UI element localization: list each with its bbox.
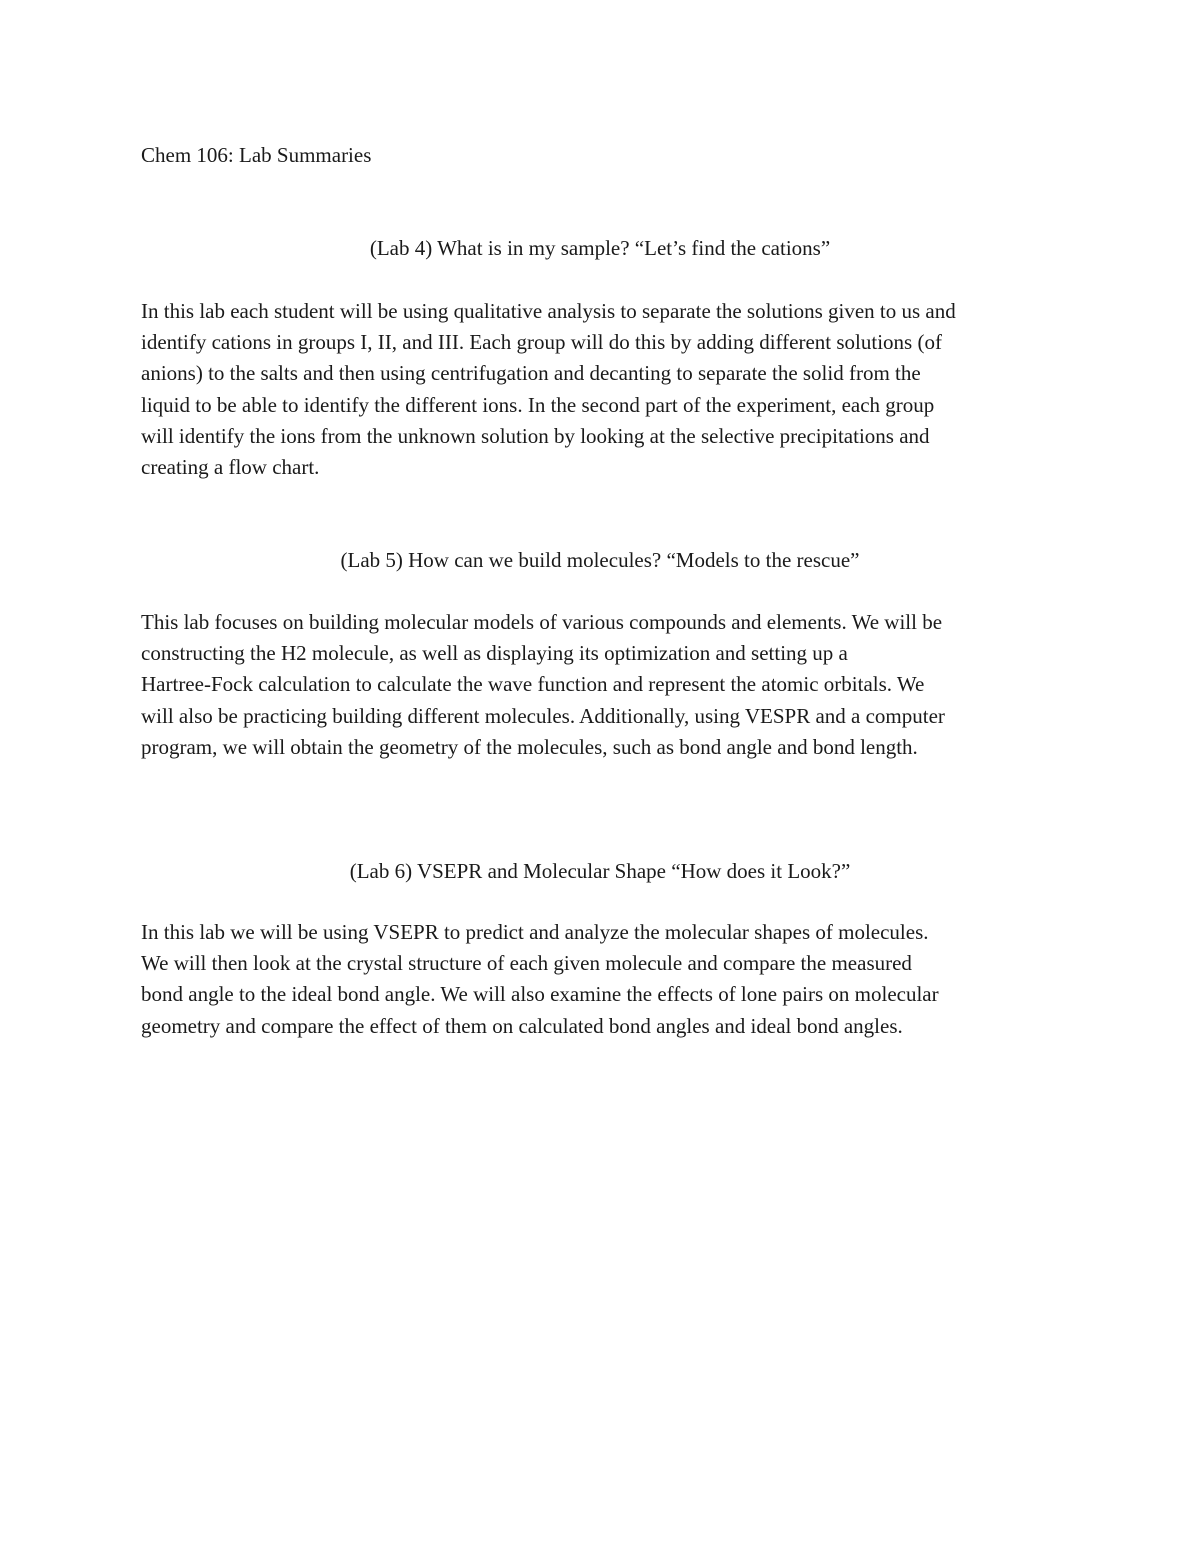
paragraph-line: geometry and compare the effect of them on calculated bond angles and ideal bond angles. [141, 1013, 903, 1038]
paragraph-line: In this lab each student will be using qualitative analysis to separate the solutions given to us and [141, 299, 956, 323]
paragraph-line: will identify the ions from the unknown solution by looking at the selective precipitations and [141, 423, 930, 448]
section-heading-lab-6: (Lab 6) VSEPR and Molecular Shape “How does it Look?” [349, 859, 851, 883]
section-body-lab-4 [141, 296, 1066, 483]
paragraph-line: Hartree-Fock calculation to calculate the wave function and represent the atomic orbitals. We [141, 672, 925, 697]
section-heading-lab-5: (Lab 5) How can we build molecules? “Models to the rescue” [340, 548, 860, 572]
paragraph-line: will also be practicing building different molecules. Additionally, using VESPR and a computer [141, 703, 945, 728]
paragraph-line: constructing the H2 molecule, as well as displaying its optimization and setting up a [141, 641, 848, 666]
paragraph-line: anions) to the salts and then using centrifugation and decanting to separate the solid from the [141, 361, 921, 386]
paragraph-line: program, we will obtain the geometry of the molecules, such as bond angle and bond length. [141, 734, 918, 759]
section-body-lab-6 [141, 917, 1066, 1042]
document-title: Chem 106: Lab Summaries [141, 143, 372, 167]
paragraph-line: This lab focuses on building molecular models of various compounds and elements. We will be [141, 610, 943, 634]
paragraph-line: creating a flow chart. [141, 455, 320, 480]
paragraph-line: In this lab we will be using VSEPR to predict and analyze the molecular shapes of molecules. [141, 920, 929, 944]
paragraph-line: We will then look at the crystal structure of each given molecule and compare the measured [141, 951, 912, 976]
section-body-lab-5 [141, 607, 1066, 763]
paragraph-line: liquid to be able to identify the different ions. In the second part of the experiment, each group [141, 392, 935, 417]
paragraph-line: identify cations in groups I, II, and III. Each group will do this by adding different solutions (of [141, 330, 942, 355]
paragraph-line: bond angle to the ideal bond angle. We will also examine the effects of lone pairs on molecular [141, 982, 939, 1007]
section-heading-lab-4: (Lab 4) What is in my sample? “Let’s find the cations” [369, 236, 831, 260]
